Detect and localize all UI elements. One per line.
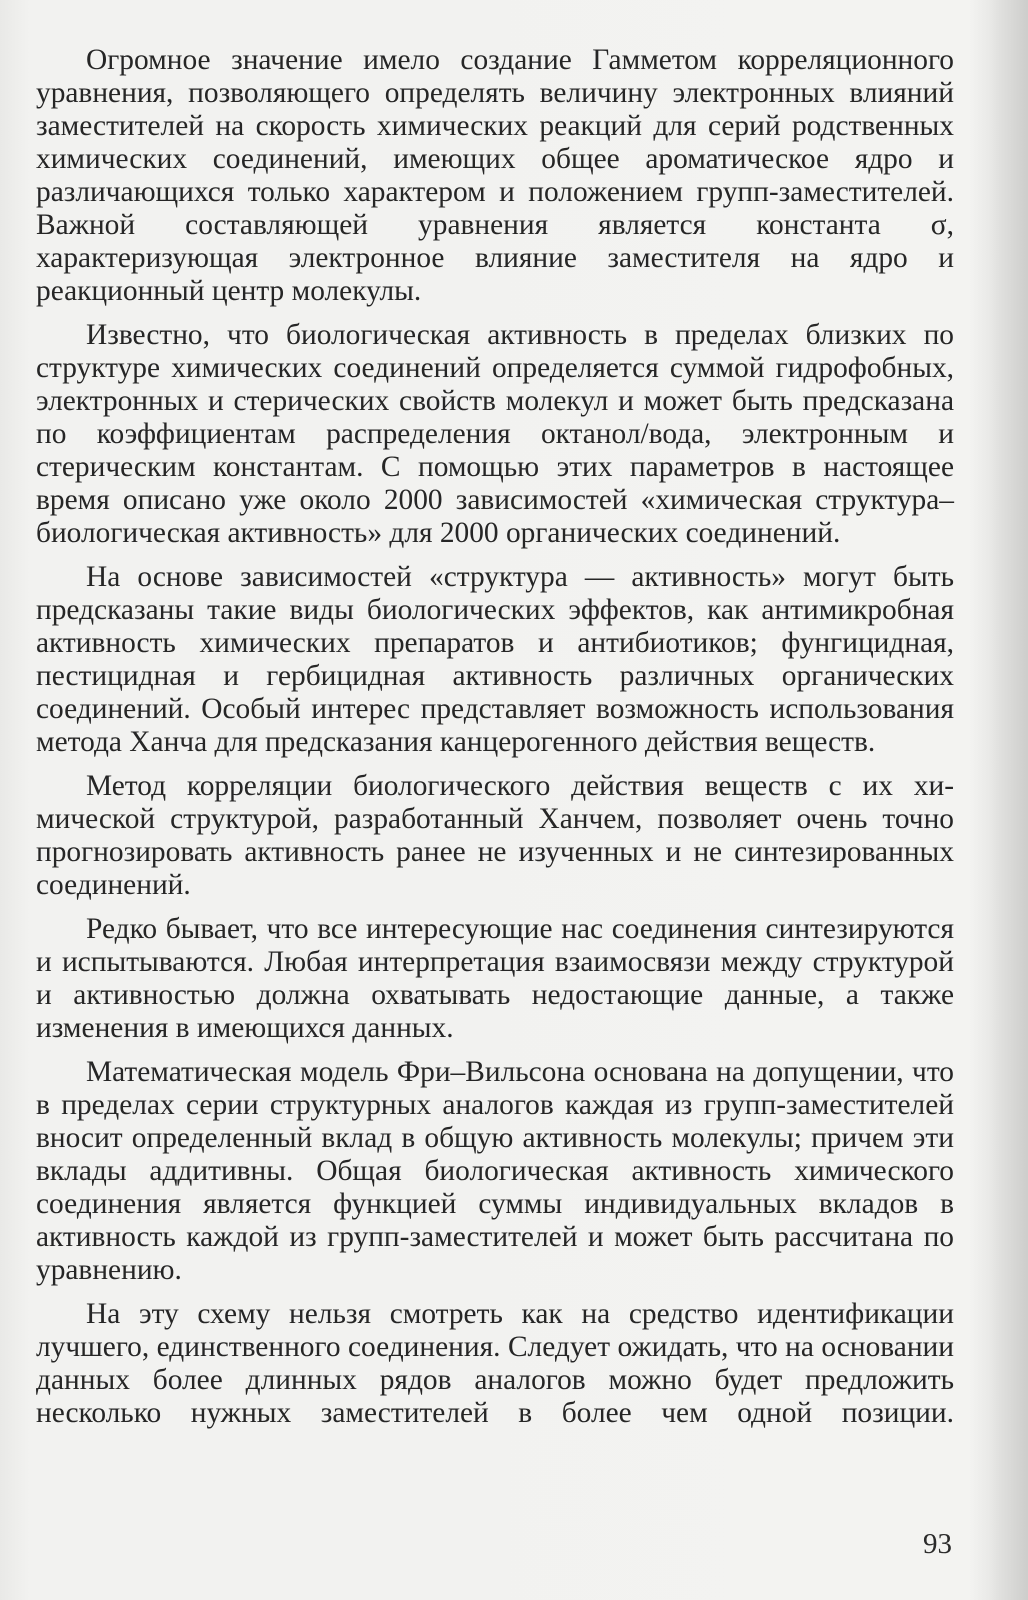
- paragraph-6: Математическая модель Фри–Вильсона основана на допущении, что в пределах серии структурных аналогов каждая из групп-заместителей вносит определенный вклад в общую активность молекулы; причем эти вклады аддитивны. Общая биологическая активность химического соединения является функцией суммы индивидуальных вкладов в активность каждой из групп-заместителей и может быть рассчитана по уравнению.: [36, 1056, 954, 1286]
- page-number: 93: [923, 1528, 952, 1560]
- paragraph-4: Метод корреляции биологического действия веществ с их химической структурой, разработанный Ханчем, позволяет очень точно прогнозировать активность ранее не изученных и не синтезированных соединений.: [36, 770, 954, 901]
- page-edge-shadow: [988, 0, 1028, 1600]
- paragraph-1: Огромное значение имело создание Гамметом корреляционного уравнения, позволяющего определять величину электронных влияний заместителей на скорость химических реакций для серий родственных химических соединений, имеющих общее ароматическое ядро и различающихся только характером и положением групп-заместителей. Важной составляющей уравнения является константа σ, характеризующая электронное влияние заместителя на ядро и реакционный центр молекулы.: [36, 44, 954, 307]
- paragraph-2: Известно, что биологическая активность в пределах близких по структуре химических соединений определяется суммой гидрофобных, электронных и стерических свойств молекул и может быть предсказана по коэффициентам распределения октанол/вода, электронным и стерическим константам. С помощью этих параметров в настоящее время описано уже около 2000 зависимостей «химическая структура–биологическая активность» для 2000 органических соединений.: [36, 319, 954, 549]
- body-text: [36, 44, 954, 1441]
- paragraph-5: Редко бывает, что все интересующие нас соединения синтезируются и испытываются. Любая интерпретация взаимосвязи между структурой и активностью должна охватывать недостающие данные, а также изменения в имеющихся данных.: [36, 913, 954, 1044]
- paragraph-7: На эту схему нельзя смотреть как на средство идентификации лучшего, единственного соединения. Следует ожидать, что на основании данных более длинных рядов аналогов можно будет предложить несколько нужных заместителей в более чем одной позиции.: [36, 1298, 954, 1429]
- paragraph-3: На основе зависимостей «структура — активность» могут быть предсказаны такие виды биологических эффектов, как антимикробная активность химических препаратов и антибиотиков; фунгицидная, пестицидная и гербицидная активность различных органических соединений. Особый интерес представляет возможность использования метода Ханча для предсказания канцерогенного действия веществ.: [36, 561, 954, 758]
